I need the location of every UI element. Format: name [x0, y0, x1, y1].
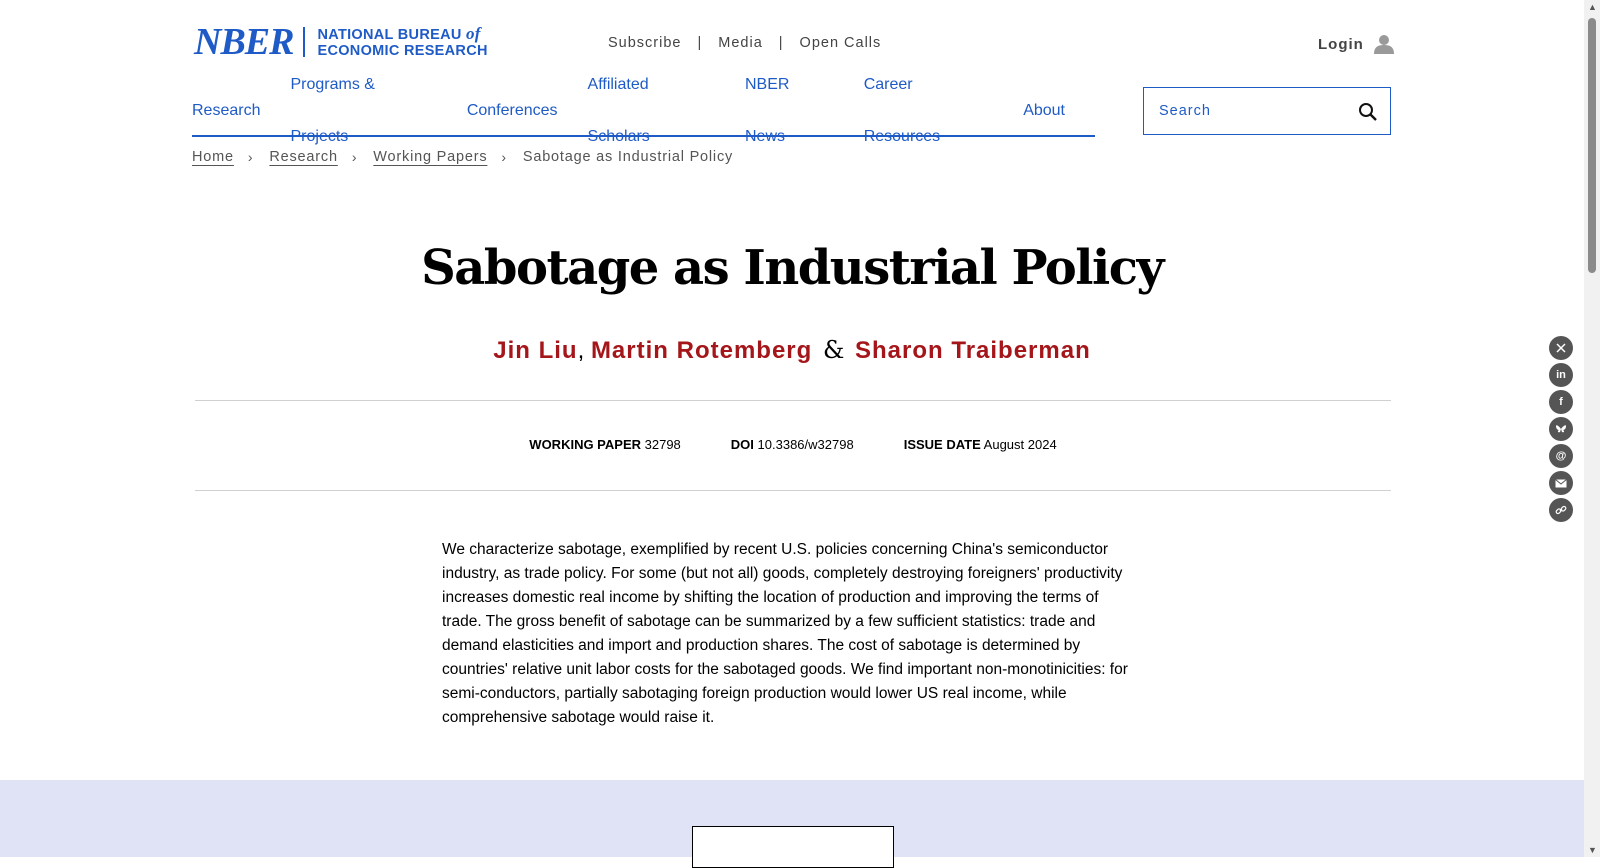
- copy-link-icon[interactable]: [1549, 498, 1573, 522]
- nav-item-affiliated-scholars[interactable]: Affiliated Scholars: [587, 75, 650, 145]
- author-link[interactable]: Martin Rotemberg: [590, 337, 813, 364]
- issue-date: ISSUE DATE August 2024: [903, 437, 1057, 452]
- share-rail: [1549, 336, 1573, 525]
- scroll-up-arrow[interactable]: ▲: [1588, 2, 1597, 12]
- breadcrumb-working-papers[interactable]: Working Papers: [373, 149, 488, 165]
- author-separator: ,: [577, 337, 585, 364]
- linkedin-icon[interactable]: in: [1549, 363, 1573, 387]
- open-calls-link[interactable]: Open Calls: [799, 35, 882, 51]
- breadcrumb-research[interactable]: Research: [269, 149, 338, 165]
- author-link[interactable]: Jin Liu: [493, 337, 578, 364]
- logo-text: NATIONAL BUREAU of ECONOMIC RESEARCH: [317, 23, 488, 59]
- nber-logo[interactable]: [194, 21, 488, 63]
- nav-item-career-resources[interactable]: Career Resources: [863, 75, 941, 145]
- login-button[interactable]: [1318, 34, 1394, 54]
- scrollbar-thumb[interactable]: [1588, 18, 1596, 273]
- scroll-down-arrow[interactable]: ▼: [1588, 845, 1597, 855]
- search-input[interactable]: [1144, 88, 1374, 134]
- nav-item-nber-news[interactable]: NBER News: [745, 75, 790, 145]
- email-icon[interactable]: [1549, 471, 1573, 495]
- working-paper-number: WORKING PAPER 32798: [529, 437, 681, 452]
- login-label: Login: [1318, 35, 1364, 53]
- search-icon[interactable]: [1358, 102, 1378, 122]
- page-scrollbar[interactable]: [1584, 0, 1600, 857]
- media-link[interactable]: Media: [718, 35, 763, 51]
- page-title: Sabotage as Industrial Policy: [421, 240, 1163, 296]
- download-box[interactable]: [692, 826, 894, 868]
- subscribe-link[interactable]: Subscribe: [608, 35, 682, 51]
- logo-mark: NBER: [194, 21, 294, 63]
- author-ampersand: &: [822, 336, 845, 364]
- main-nav: [192, 75, 1095, 145]
- breadcrumb: [192, 149, 733, 165]
- breadcrumb-separator: ›: [351, 149, 358, 165]
- breadcrumb-home[interactable]: Home: [192, 149, 234, 165]
- utility-separator: |: [778, 35, 784, 51]
- facebook-icon[interactable]: f: [1549, 390, 1573, 414]
- utility-nav: [608, 35, 881, 51]
- lower-section: [0, 780, 1584, 857]
- x-icon[interactable]: [1549, 336, 1573, 360]
- doi: DOI 10.3386/w32798: [730, 437, 854, 452]
- bluesky-icon[interactable]: [1549, 417, 1573, 441]
- paper-meta-bar: [195, 400, 1391, 491]
- author-link[interactable]: Sharon Traiberman: [855, 337, 1091, 364]
- logo-divider: [303, 27, 305, 57]
- threads-icon[interactable]: @: [1549, 444, 1573, 468]
- breadcrumb-current: Sabotage as Industrial Policy: [522, 149, 734, 165]
- abstract: We characterize sabotage, exemplified by recent U.S. policies concerning China's semiconductor industry, as trade policy. For some (but not all) goods, completely destroying foreigners' productivity increases domestic real income by shifting the location of production and improving the terms of trade. The gross benefit of sabotage can be summarized by a few sufficient statistics: trade and demand elasticities and import and production shares. The cost of sabotage is determined by countries' relative unit labor costs for the sabotaged goods. We find important non-monotinicities: for semi-conductors, partially sabotaging foreign production would lower US real income, while comprehensive sabotage would raise it.: [442, 541, 1128, 726]
- author-list: [0, 336, 1584, 365]
- nav-item-conferences[interactable]: Conferences: [466, 101, 558, 119]
- nav-item-programs-projects[interactable]: Programs & Projects: [290, 75, 375, 145]
- nav-item-research[interactable]: Research: [192, 101, 261, 119]
- user-icon: [1374, 34, 1394, 54]
- breadcrumb-separator: ›: [501, 149, 507, 165]
- utility-separator: |: [697, 35, 703, 51]
- search-box: [1143, 87, 1391, 135]
- nav-item-about[interactable]: About: [1023, 101, 1065, 119]
- breadcrumb-separator: ›: [247, 149, 254, 165]
